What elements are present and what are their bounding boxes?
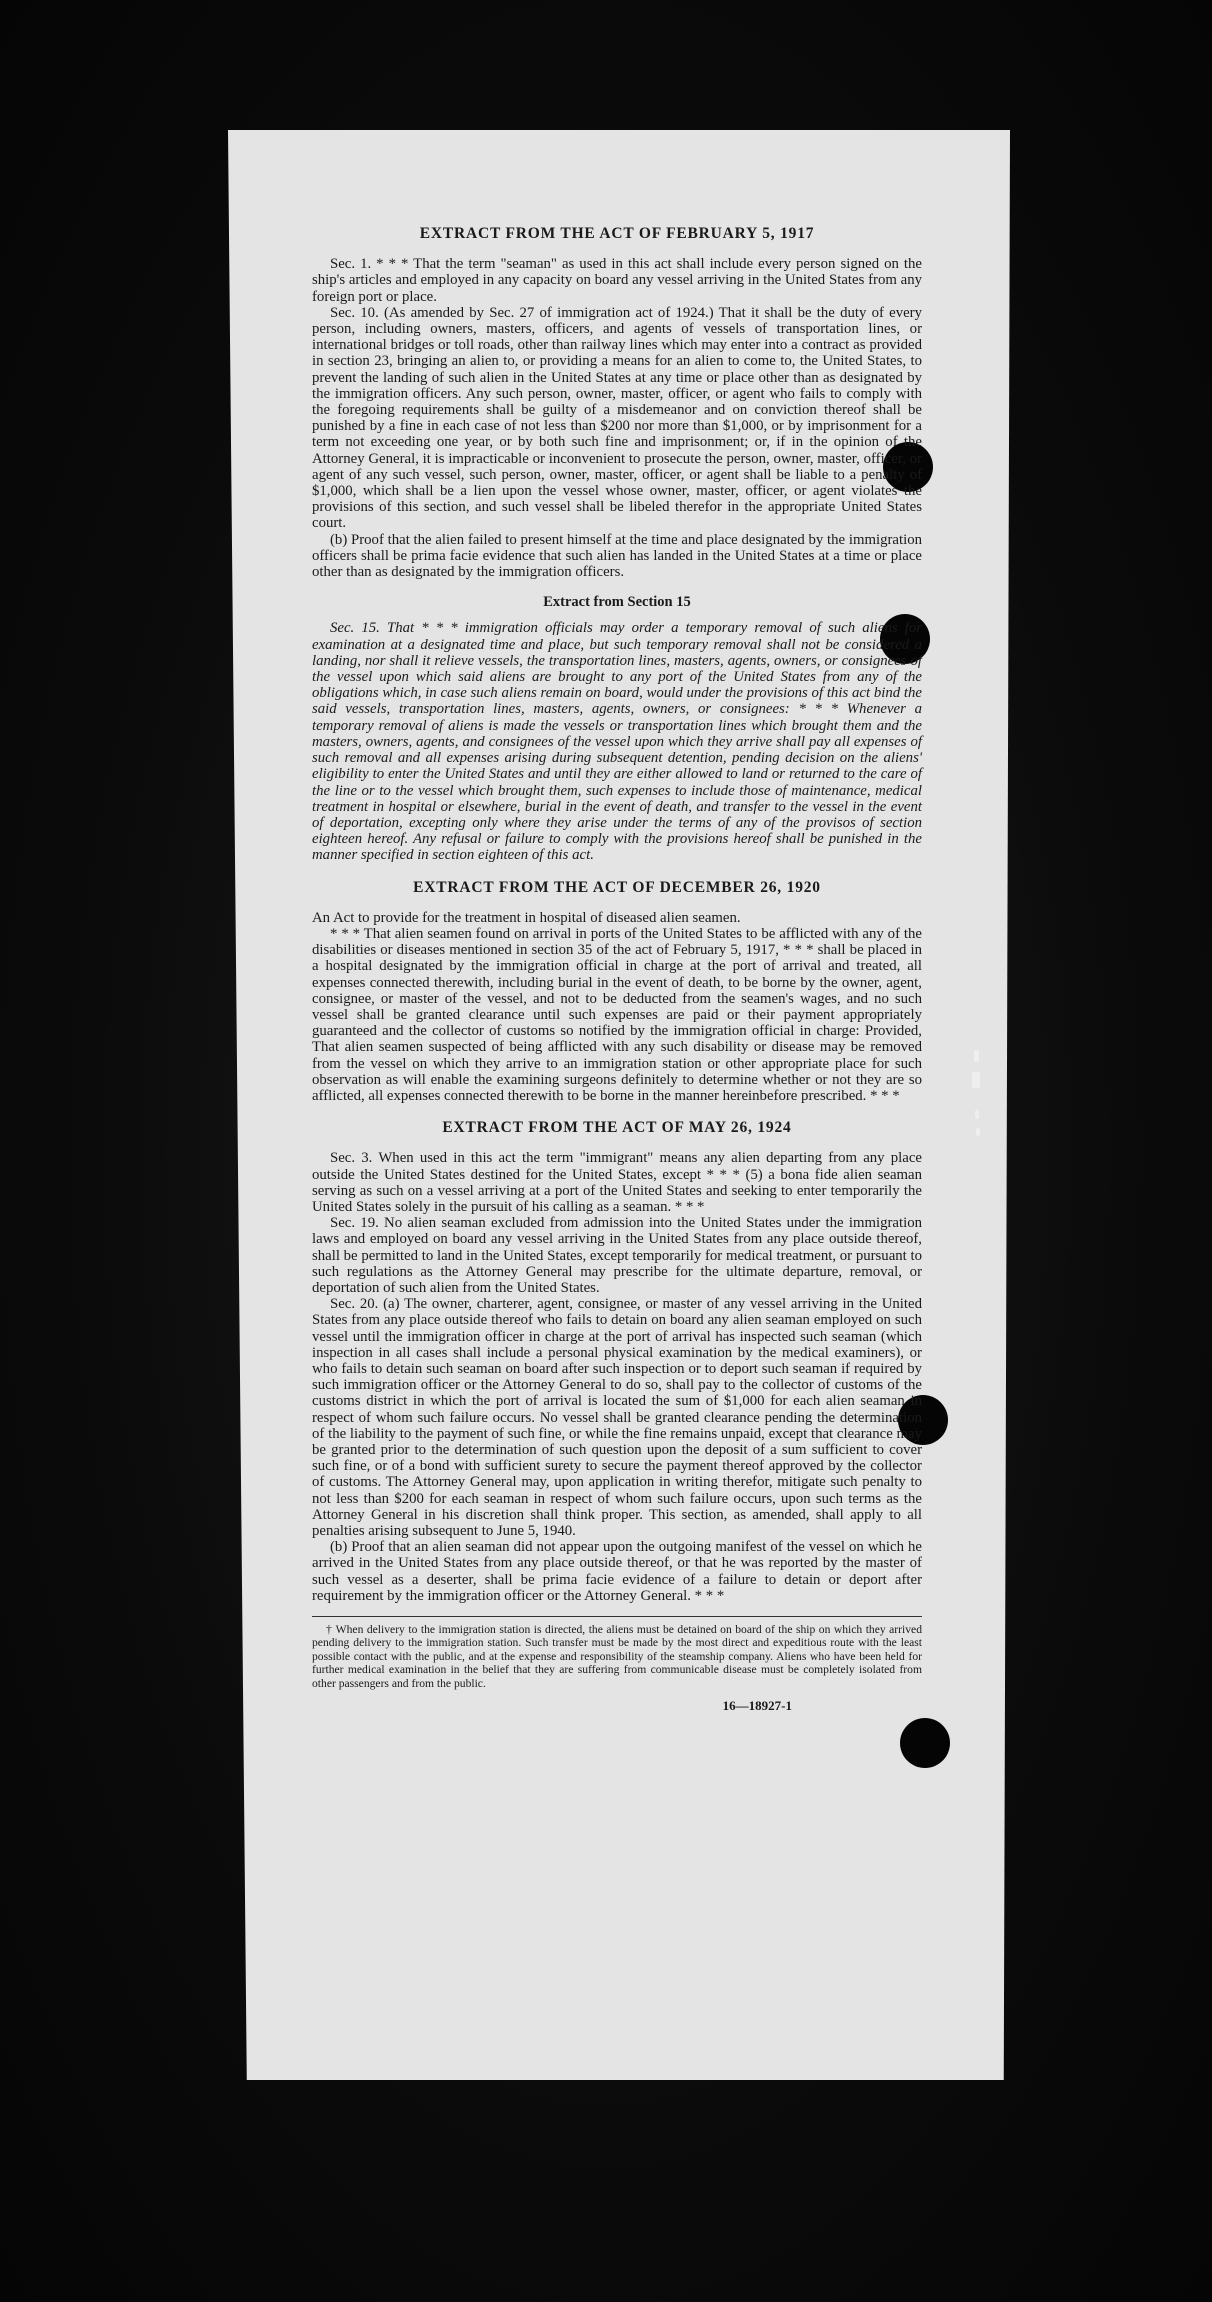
section-act-1917 — [312, 226, 922, 580]
footnote — [312, 1616, 922, 1690]
document-number: 16—18927-1 — [722, 1698, 792, 1714]
scan-speck — [974, 1050, 979, 1062]
paragraph: (b) Proof that an alien seaman did not appear upon the outgoing manifest of the vessel on which he arrived in the United States from any place outside thereof, or that he was reported by the master of such vessel as a deserter, shall be prima facie evidence of a failure to detain or deport after requirement by the immigration officer or the Attorney General. * * * — [312, 1539, 922, 1604]
paragraph: Sec. 1. * * * That the term "seaman" as used in this act shall include every person signed on the ship's articles and employed in any capacity on board any vessel arriving in the United States from any foreign port or place. — [312, 256, 922, 305]
paragraph: * * * That alien seamen found on arrival in ports of the United States to be afflicted with any of the disabilities or diseases mentioned in section 35 of the act of February 5, 1917, * * * shall be placed in a hospital designated by the immigration official in charge at the port of arrival and treated, all expenses connected therewith, including burial in the event of death, to be borne by the owner, agent, consignee, or master of the vessel, and not to be deducted from the seamen's wages, and no such vessel shall be granted clearance until such expenses are paid or their payment appropriately guaranteed and the collector of customs so notified by the immigration official in charge: Provided, That alien seamen suspected of being afflicted with any such disability or disease may be removed from the vessel on which they arrive to an immigration station or other appropriate place for such observation as will enable the examining surgeons definitely to determine whether or not they are so afflicted, all expenses connected therewith to be borne in the manner hereinbefore prescribed. * * * — [312, 925, 922, 1104]
punch-hole-4 — [900, 1718, 950, 1768]
paragraph: An Act to provide for the treatment in hospital of diseased alien seamen. — [312, 909, 741, 926]
section-heading: EXTRACT FROM THE ACT OF MAY 26, 1924 — [442, 1119, 792, 1137]
scan-speck — [976, 1128, 980, 1136]
paragraph: (b) Proof that the alien failed to present himself at the time and place designated by the immigration officers shall be prima facie evidence that such alien has landed in the United States at a time or place other than as designated by the immigration officers. — [312, 531, 922, 581]
section-act-1920 — [312, 880, 922, 1105]
paragraph: Sec. 15. That * * * immigration officials may order a temporary removal of such aliens for examination at a designated time and place, but such temporary removal shall not be considered a landing, nor shall it relieve vessels, the transportation lines, masters, agents, owners, or consignees of the vessel upon which said aliens are brought to any port of the United States from any of the obligations which, in case such aliens remain on board, would under the provisions of this act bind the said vessels, transportation lines, masters, agents, owners, or consignees: * * * Whenever a temporary removal of aliens is made the vessels or transportation lines which brought them and the masters, owners, agents, and consignees of the vessel upon which they arrive shall pay all expenses of such removal and all expenses arising during subsequent detention, pending decision on the aliens' eligibility to enter the United States and until they are either allowed to land or returned to the care of the line or to the vessel which brought them, such expenses to include those of maintenance, medical treatment in hospital or elsewhere, burial in the event of death, and transfer to the vessel in the event of deportation, excepting only where they arise under the terms of any of the provisos of section eighteen hereof. Any refusal or failure to comply with the provisions hereof shall be punished in the manner specified in section eighteen of this act. — [312, 620, 922, 864]
section-act-1924 — [312, 1120, 922, 1604]
footnote-text: † When delivery to the immigration station is directed, the aliens must be detained on board of the ship on which they arrived pending delivery to the immigration station. Such transfer must be made by the most direct and expeditious route with the least possible contact with the public, and at the expense and responsibility of the steamship company. Aliens who have been held for further medical examination in the belief that they are suffering from communicable disease must be completely isolated from other passengers and from the public. — [312, 1623, 922, 1690]
section-heading: EXTRACT FROM THE ACT OF FEBRUARY 5, 1917 — [419, 225, 815, 242]
document-text — [312, 226, 922, 1714]
paragraph: Sec. 20. (a) The owner, charterer, agent, consignee, or master of any vessel arriving in the United States from any place outside thereof who fails to detain on board any alien seaman employed on such vessel until the immigration officer in charge at the port of arrival has inspected such seaman (which inspection in all cases shall include a personal physical examination by the medical examiners), or who fails to detain such seaman on board after such inspection or to deport such seaman if required by such immigration officer or the Attorney General to do so, shall pay to the collector of customs of the customs district in which the port of arrival is located the sum of $1,000 for each alien seaman in respect of whom such failure occurs. No vessel shall be granted clearance pending the determination of the liability to the payment of such fine, or while the fine remains unpaid, except that clearance may be granted prior to the determination of such question upon the deposit of a sum sufficient to cover such fine, or of a bond with sufficient surety to secure the payment thereof approved by the collector of customs. The Attorney General may, upon application in writing therefor, mitigate such penalty to not less than $200 for each seaman in respect of whom such failure occurs, upon such terms as the Attorney General in his discretion shall think proper. This section, as amended, shall apply to all penalties arising subsequent to June 5, 1940. — [312, 1296, 922, 1540]
paragraph: Sec. 3. When used in this act the term "immigrant" means any alien departing from any place outside the United States destined for the United States, except * * * (5) a bona fide alien seaman serving as such on a vessel arriving at a port of the United States and seeking to enter temporarily the United States solely in the pursuit of his calling as a seaman. * * * — [312, 1150, 922, 1215]
scan-speck — [975, 1110, 979, 1119]
section-extract-15 — [312, 594, 922, 863]
section-subheading: Extract from Section 15 — [543, 594, 691, 611]
paragraph: Sec. 10. (As amended by Sec. 27 of immigration act of 1924.) That it shall be the duty of every person, including owners, masters, officers, and agents of vessels of transportation lines, or international bridges or toll roads, other than railway lines which may enter into a contract as provided in section 23, bringing an alien to, or providing a means for an alien to come to, the United States, to prevent the landing of such alien in the United States at any time or place other than as designated by the immigration officers. Any such person, owner, master, officer, or agent who fails to comply with the foregoing requirements shall be guilty of a misdemeanor and on conviction thereof shall be punished by a fine in each case of not less than $200 nor more than $1,000, or by imprisonment for a term not exceeding one year, or by both such fine and imprisonment; or, if in the opinion of the Attorney General, it is impracticable or inconvenient to prosecute the person, owner, master, officer, or agent of any such vessel, such person, owner, master, officer, or agent shall be liable to a penalty of $1,000, which shall be a lien upon the vessel whose owner, master, officer, or agent violates the provisions of this section, and such vessel shall be libeled therefor in the appropriate United States court. — [312, 304, 922, 532]
scan-speck — [972, 1072, 980, 1088]
section-heading: EXTRACT FROM THE ACT OF DECEMBER 26, 1920 — [413, 878, 821, 896]
paragraph: Sec. 19. No alien seaman excluded from admission into the United States under the immigration laws and employed on board any vessel arriving in the United States from any place outside thereof, shall be permitted to land in the United States, except temporarily for medical treatment, or pursuant to such regulations as the Attorney General may prescribe for the ultimate departure, removal, or deportation of such alien from the United States. — [312, 1215, 922, 1296]
